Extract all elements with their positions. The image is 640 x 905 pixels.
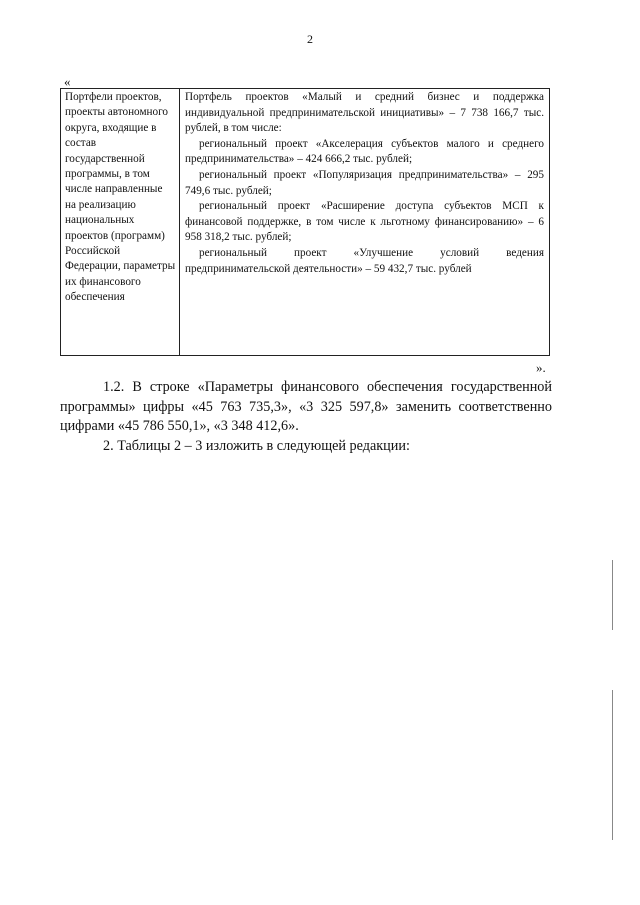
amendment-text [60,378,552,456]
page-number: 2 [307,32,313,46]
paragraph-1-2: 1.2. В строке «Параметры финансового обеспечения государственной программы» цифры «45 763 735,3», «3 325 597,8» заменить соответственно цифрами «45 786 550,1», «3 348 412,6». [60,379,552,434]
project-item: региональный проект «Акселерация субъектов малого и среднего предпринимательства» – 424 666,2 тыс. рублей; [185,137,544,166]
scan-edge-mark [612,560,613,630]
closing-quote-mark: ». [536,360,546,375]
portfolio-total-text: Портфель проектов «Малый и средний бизнес и поддержка индивидуальной предпринимательской инициативы» – 7 738 166,7 тыс. рублей, в том числе: [185,91,544,135]
paragraph-2: 2. Таблицы 2 – 3 изложить в следующей редакции: [103,437,410,454]
project-item: региональный проект «Популяризация предпринимательства» – 295 749,6 тыс. рублей; [185,168,544,197]
table-row-label: Портфели проектов, проекты автономного округа, входящие в состав государственной программы, в том числе направленные на реализацию национальных проектов (программ) Российской Федерации, параметры их финансового обеспечения [61,89,180,355]
project-item: региональный проект «Расширение доступа субъектов МСП к финансовой поддержке, в том числе к льготному финансированию» – 6 958 318,2 тыс. рублей; [185,200,544,244]
program-parameters-table [60,88,550,356]
project-item: региональный проект «Улучшение условий ведения предпринимательской деятельности» – 59 432,7 тыс. рублей [185,246,544,275]
opening-quote-mark: « [64,74,71,89]
scan-edge-mark [612,690,613,840]
table-row-value [180,89,549,355]
